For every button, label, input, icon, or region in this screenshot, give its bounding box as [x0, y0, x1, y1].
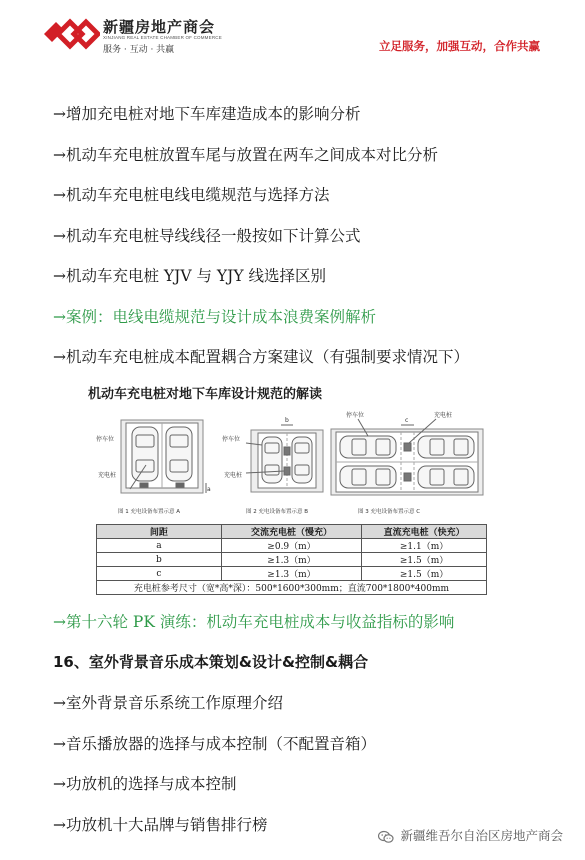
list-item: →机动车充电桩 YJV 与 YJY 线选择区别: [53, 267, 327, 285]
table-header: 间距: [97, 525, 222, 539]
diagram-c: [331, 419, 483, 495]
list-item: →机动车充电桩放置车尾与放置在两车之间成本对比分析: [53, 146, 438, 164]
label-parking-b: 停车位: [222, 436, 241, 443]
table-cell: ≥1.5（m）: [362, 553, 487, 567]
caption-a: 图 1 充电设备布置示意 A: [118, 509, 181, 515]
table-cell: ≥1.1（m）: [362, 539, 487, 553]
org-name: 新疆房地产商会: [103, 18, 216, 36]
charger-spacing-table: [96, 524, 487, 595]
table-note: 充电桩参考尺寸（宽*高*深）：500*1600*300mm；直流700*1800*400mm: [97, 581, 487, 595]
label-c: c: [405, 417, 409, 424]
table-row: [97, 553, 487, 567]
label-charger-c: 充电桩: [434, 412, 453, 419]
page-header: [0, 0, 585, 66]
list-item: →机动车充电桩导线线径一般按如下计算公式: [53, 227, 361, 245]
list-item: →室外背景音乐系统工作原理介绍: [53, 694, 283, 712]
charger-layout-diagram: [96, 405, 488, 517]
table-cell: b: [97, 553, 222, 567]
org-slogan: 服务 · 互动 · 共赢: [103, 45, 175, 55]
list-item: →增加充电桩对地下车库建造成本的影响分析: [53, 105, 361, 123]
caption-c: 图 3 充电设备布置示意 C: [358, 509, 421, 515]
list-item: →功放机十大品牌与销售排行榜: [53, 816, 268, 834]
table-row: [97, 539, 487, 553]
source-watermark: [378, 826, 563, 844]
label-a-a: a: [207, 486, 211, 493]
diagram-b: [246, 425, 323, 492]
list-item-pk: →第十六轮 PK 演练：机动车充电桩成本与收益指标的影响: [53, 613, 455, 631]
label-parking-a: 停车位: [96, 436, 115, 443]
header-tagline: 立足服务，加强互动，合作共赢: [379, 39, 540, 53]
table-row-note: [97, 581, 487, 595]
section-heading: 16、室外背景音乐成本策划&设计&控制&耦合: [53, 653, 369, 671]
list-item: →音乐播放器的选择与成本控制（不配置音箱）: [53, 735, 376, 753]
org-name-en: XINJIANG REAL ESTATE CHAMBER OF COMMERCE: [103, 35, 222, 40]
table-cell: a: [97, 539, 222, 553]
label-charger-b: 充电桩: [224, 472, 243, 479]
table-cell: ≥1.3（m）: [221, 553, 361, 567]
list-item: →机动车充电桩成本配置耦合方案建议（有强制要求情况下）: [53, 348, 469, 366]
chamber-logo-icon: [44, 18, 100, 50]
table-row: [97, 567, 487, 581]
label-charger-a: 充电桩: [98, 472, 117, 479]
table-cell: ≥0.9（m）: [221, 539, 361, 553]
figure-title: 机动车充电桩对地下车库设计规范的解读: [88, 387, 323, 402]
table-header: 直流充电桩（快充）: [362, 525, 487, 539]
list-item: →功放机的选择与成本控制: [53, 775, 237, 793]
caption-b: 图 2 充电设备布置示意 B: [246, 509, 309, 515]
source-name: 新疆维吾尔自治区房地产商会: [400, 828, 563, 843]
table-cell: ≥1.3（m）: [221, 567, 361, 581]
list-item: →机动车充电桩电线电缆规范与选择方法: [53, 186, 330, 204]
wechat-icon: [378, 830, 394, 844]
label-parking-c: 停车位: [346, 412, 365, 419]
table-header: 交流充电桩（慢充）: [221, 525, 361, 539]
diagram-a: [121, 420, 206, 493]
table-cell: ≥1.5（m）: [362, 567, 487, 581]
table-cell: c: [97, 567, 222, 581]
label-b: b: [285, 417, 289, 424]
list-item-case: →案例：电线电缆规范与设计成本浪费案例解析: [53, 308, 376, 326]
